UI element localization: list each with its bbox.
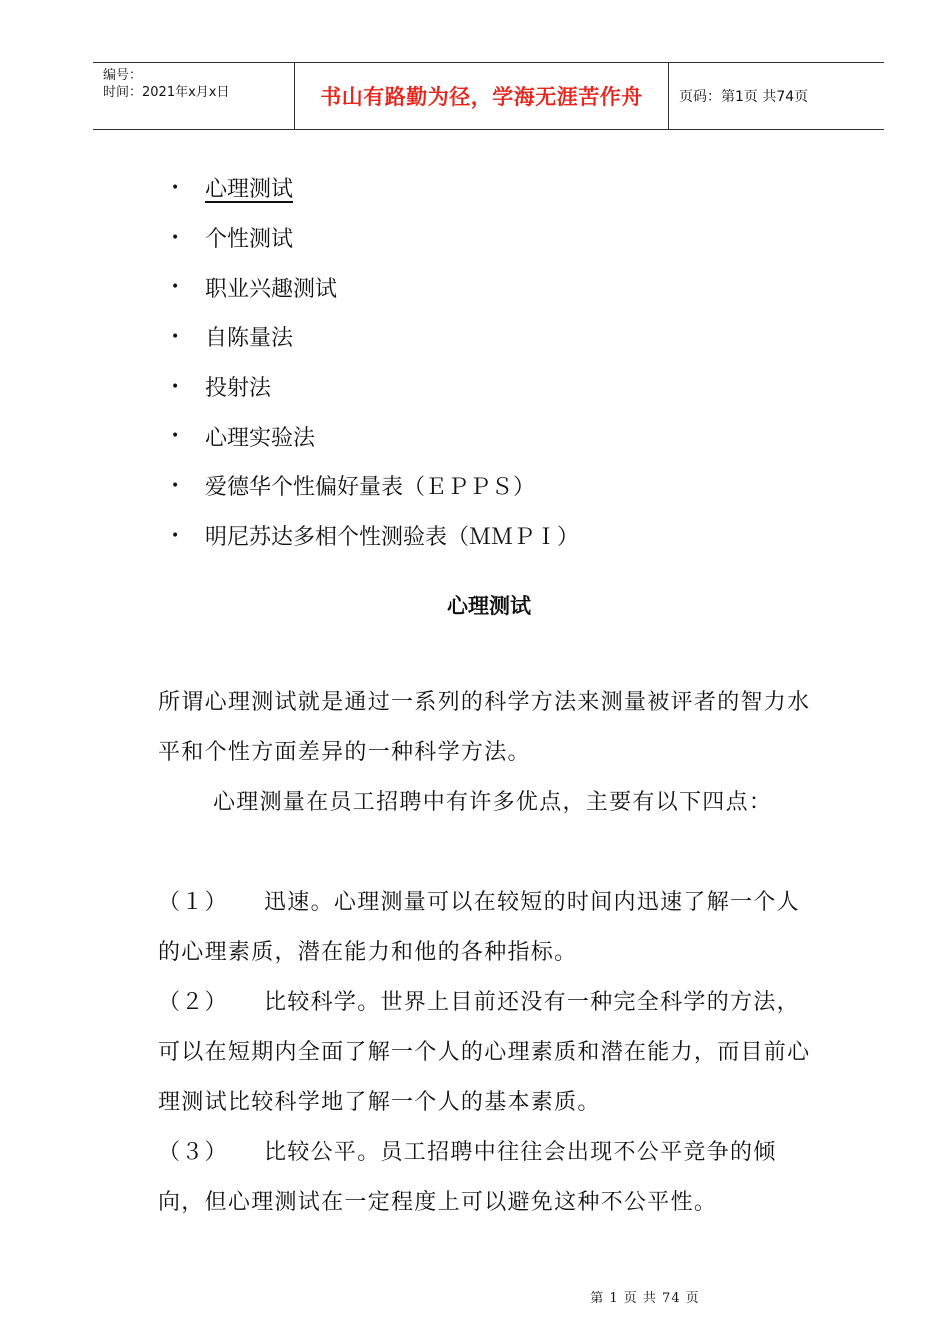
list-item [168, 312, 579, 362]
bullet-icon: • [171, 328, 180, 345]
header-meta [93, 63, 295, 129]
list-item-link[interactable]: 心理测试 [205, 177, 294, 203]
list-item-label: 爱德华个性偏好量表（ＥＰＰＳ） [205, 475, 536, 501]
bullet-icon: • [171, 378, 180, 395]
list-item [168, 213, 579, 263]
bullet-icon: • [171, 477, 180, 494]
advantage-item [158, 878, 820, 978]
list-item-label: 个性测试 [205, 227, 294, 253]
list-item-label: 投射法 [205, 376, 272, 402]
item-number: （２） [158, 990, 228, 1015]
list-item[interactable] [168, 163, 579, 213]
list-item [168, 262, 579, 312]
list-item [168, 511, 579, 561]
bullet-icon: • [171, 428, 180, 445]
list-item-label: 明尼苏达多相个性测验表（ＭＭＰＩ） [205, 525, 580, 551]
list-item-label: 心理实验法 [205, 425, 316, 451]
advantage-item [158, 978, 820, 1128]
list-item [168, 362, 579, 412]
header-page-label: 页码：第1页 共74页 [679, 89, 809, 105]
bullet-icon: • [171, 279, 180, 296]
list-item [168, 411, 579, 461]
page-header [93, 62, 884, 130]
advantage-item [158, 1128, 820, 1228]
item-text: 比较公平。员工招聘中往往会出现不公平竞争的倾向，但心理测试在一定程度上可以避免这种不公平性。 [158, 1140, 777, 1215]
intro-paragraph: 所谓心理测试就是通过一系列的科学方法来测量被评者的智力水平和个性方面差异的一种科学方法。 [158, 690, 811, 765]
item-number: （１） [158, 890, 228, 915]
bullet-icon: • [171, 229, 180, 246]
item-text: 比较科学。世界上目前还没有一种完全科学的方法，可以在短期内全面了解一个人的心理素质和潜在能力，而目前心理测试比较科学地了解一个人的基本素质。 [158, 990, 811, 1115]
list-item-label: 职业兴趣测试 [205, 276, 338, 302]
advantages-paragraph: 心理测量在员工招聘中有许多优点，主要有以下四点： [213, 790, 773, 815]
item-number: （３） [158, 1140, 228, 1165]
bullet-icon: • [171, 527, 180, 544]
section-title: 心理测试 [447, 594, 531, 618]
list-item-label: 自陈量法 [205, 326, 294, 352]
document-time-label: 时间：2021年x月x日 [103, 85, 230, 100]
header-motto: 书山有路勤为径，学海无涯苦作舟 [295, 63, 669, 129]
document-number-label: 编号： [103, 68, 143, 83]
list-item [168, 461, 579, 511]
topic-list [168, 163, 579, 561]
item-text: 迅速。心理测量可以在较短的时间内迅速了解一个人的心理素质，潜在能力和他的各种指标。 [158, 890, 800, 965]
page-footer: 第 1 页 共 74 页 [590, 1291, 700, 1306]
bullet-icon: • [171, 179, 180, 196]
